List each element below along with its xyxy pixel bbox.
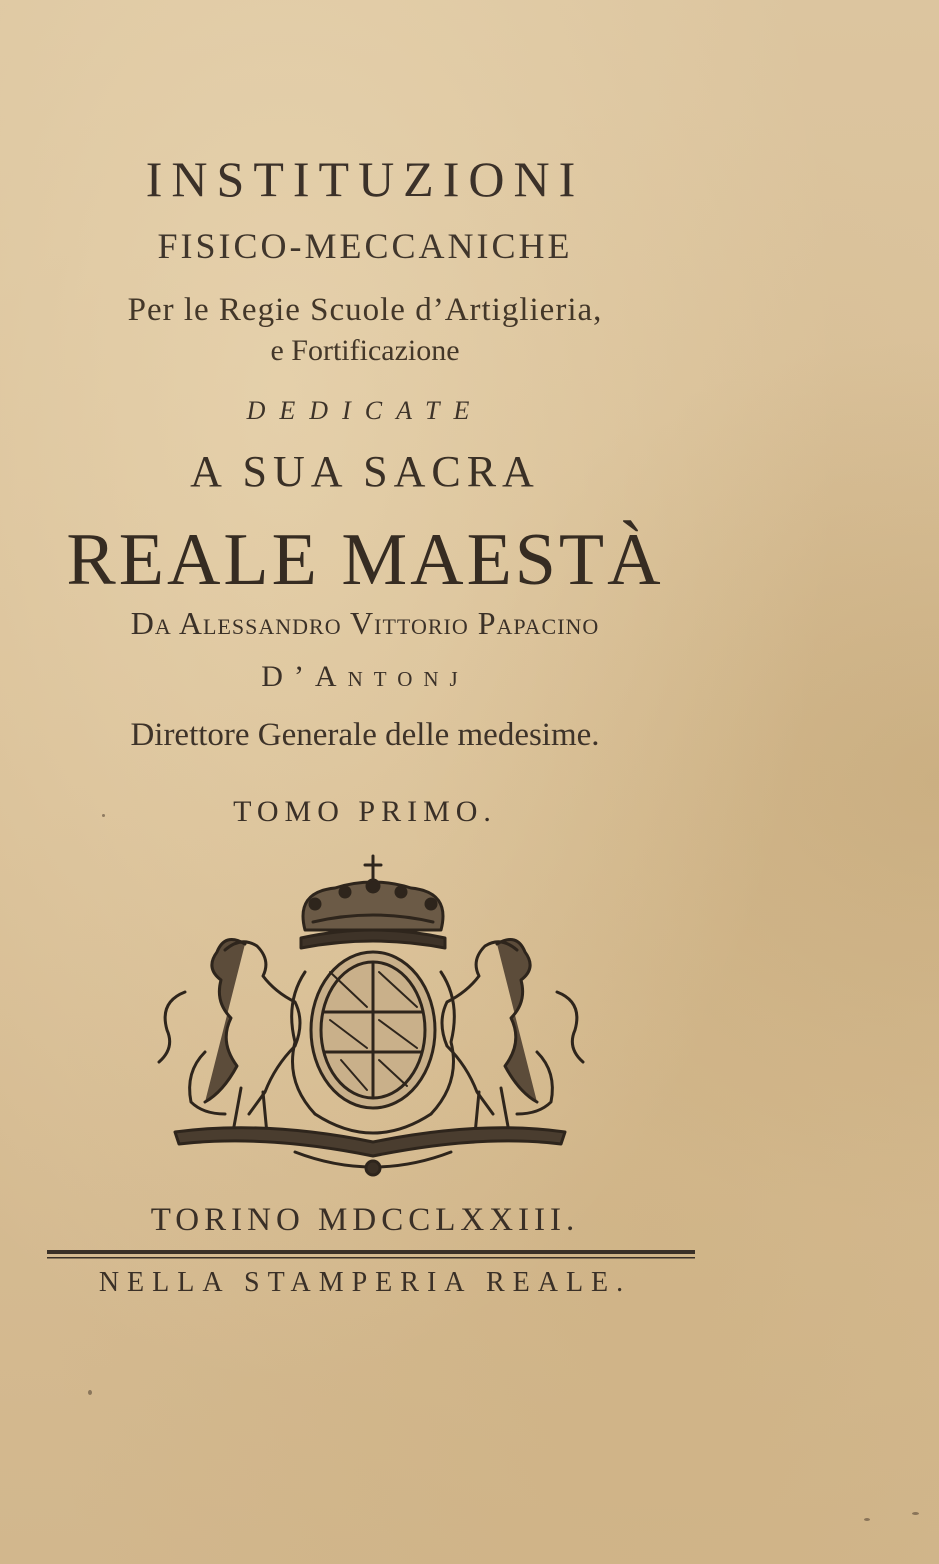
author-line-1: Da Alessandro Vittorio Papacino	[130, 605, 600, 641]
double-rule-divider	[47, 1250, 695, 1260]
place-and-date: TORINO MDCCLXXIII.	[150, 1202, 580, 1238]
dedicatee-line-2: REALE MAESTÀ	[66, 519, 664, 601]
author-line-2: D’Antonj	[261, 660, 469, 693]
dedicatee-line-1: A SUA SACRA	[190, 447, 540, 496]
purpose-line-1: Per le Regie Scuole d’Artiglieria,	[127, 292, 603, 328]
paper-spot	[864, 1518, 870, 1521]
paper-spot	[912, 1512, 919, 1515]
dedicate-label: DEDICATE	[246, 396, 484, 425]
purpose-line-2: e Fortificazione	[270, 334, 460, 367]
book-subtitle: FISICO-MECCANICHE	[157, 226, 573, 266]
book-title: INSTITUZIONI	[145, 151, 585, 207]
printer-imprint: NELLA STAMPERIA REALE.	[98, 1267, 632, 1298]
paper-spot	[88, 1390, 92, 1395]
paper-spot	[102, 814, 105, 817]
author-role: Direttore Generale delle medesime.	[130, 717, 600, 753]
royal-coat-of-arms-icon	[145, 852, 595, 1182]
volume-label: TOMO PRIMO.	[233, 795, 497, 828]
